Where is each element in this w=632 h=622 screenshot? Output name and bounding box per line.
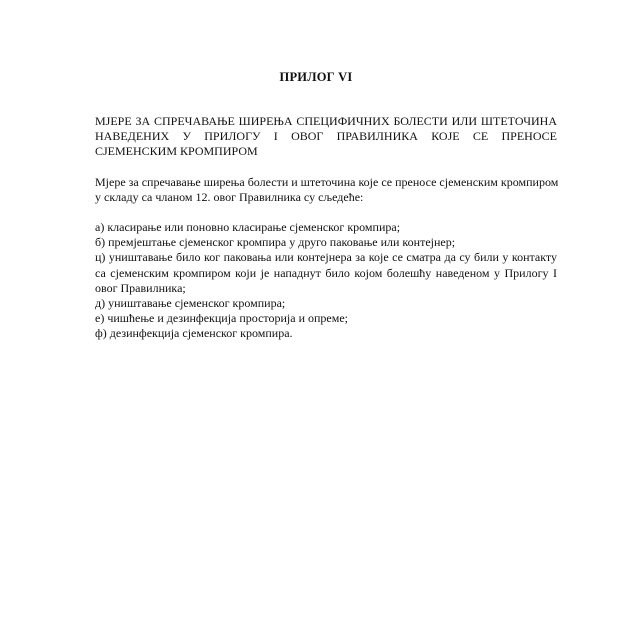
intro-line: у складу са чланом 12. овог Правилника су сљедеће:	[95, 190, 364, 204]
list-item: е) чишћење и дезинфекција просторија и опреме;	[95, 311, 349, 326]
list-item: а) класирање или поновно класирање сјеменског кромпира;	[95, 220, 401, 234]
subtitle-line: СЈЕМЕНСКИМ КРОМПИРОМ	[95, 144, 258, 158]
list-item: д) уништавање сјеменског кромпира;	[95, 296, 286, 311]
list-item: б) премјештање сјеменског кромпира у друго паковање или контејнер;	[95, 235, 456, 250]
list-item: ц) уништавање било ког паковања или контејнера за које се сматра да су били у контакту	[95, 250, 557, 265]
subtitle-line: НАВЕДЕНИХ У ПРИЛОГУ I ОВОГ ПРАВИЛНИКА КОЈЕ СЕ ПРЕНОСЕ	[95, 129, 557, 143]
annex-subtitle	[95, 114, 557, 159]
intro-line: Мјере за спречавање ширења болести и штеточина које се преносе сјеменским кромпиром	[95, 175, 559, 189]
list-item-continuation: овог Правилника;	[95, 280, 186, 295]
measures-list	[95, 220, 557, 342]
list-item-continuation: са сјеменским кромпиром који је нападнут било којом болешћу наведеном у Прилогу I	[95, 265, 557, 280]
annex-heading: ПРИЛОГ VI	[279, 70, 353, 84]
intro-paragraph	[95, 175, 557, 205]
list-item: ф) дезинфекција сјеменског кромпира.	[95, 326, 293, 341]
subtitle-line: МЈЕРЕ ЗА СПРЕЧАВАЊЕ ШИРЕЊА СПЕЦИФИЧНИХ БОЛЕСТИ ИЛИ ШТЕТОЧИНА	[95, 114, 557, 128]
